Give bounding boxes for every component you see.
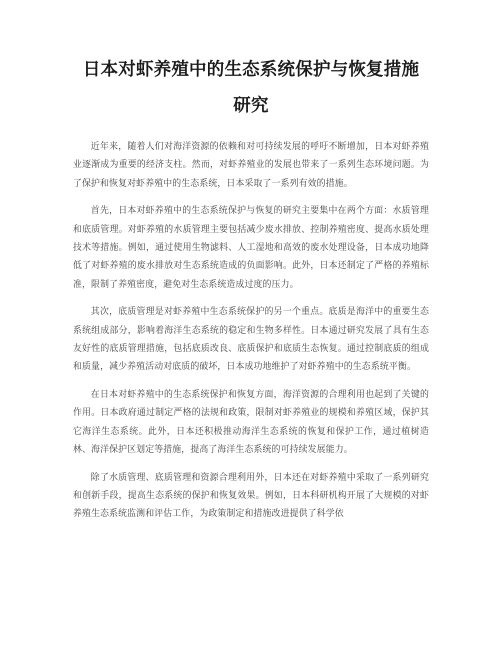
- paragraph-sediment: 其次，底质管理是对虾养殖中生态系统保护的另一个重点。底质是海洋中的重要生态系统组成部分，影响着海洋生态系统的稳定和生物多样性。日本通过研究发展了具有生态友好性的底质管理措施，包括底质改良、底质保护和底质生态恢复。通过控制底质的组成和质量，减少养殖活动对底质的破坏，日本成功地维护了对虾养殖中的生态系统平衡。: [73, 307, 429, 373]
- title-line-1: 日本对虾养殖中的生态系统保护与恢复措施: [82, 60, 420, 80]
- title-line-2: 研究: [233, 96, 269, 116]
- document-title: [73, 52, 429, 124]
- document-body: [73, 138, 429, 524]
- paragraph-research: 除了水质管理、底质管理和资源合理利用外，日本还在对虾养殖中采取了一系列研究和创新手段，提高生态系统的保护和恢复效果。例如，日本科研机构开展了大规模的对虾养殖生态系统监测和评估工作，为政策制定和措施改进提供了科学依: [73, 472, 429, 520]
- paragraph-water-quality: 首先，日本对虾养殖中的生态系统保护与恢复的研究主要集中在两个方面：水质管理和底质管理。对虾养殖的水质管理主要包括减少废水排放、控制养殖密度、提高水质处理技术等措施。例如，通过使用生物滤料、人工湿地和高效的废水处理设备，日本成功地降低了对虾养殖的废水排放对生态系统造成的负面影响。此外，日本还制定了严格的养殖标准，限制了养殖密度，避免对生态系统造成过度的压力。: [73, 206, 429, 290]
- paragraph-intro: 近年来，随着人们对海洋资源的依赖和对可持续发展的呼吁不断增加，日本对虾养殖业逐渐成为重要的经济支柱。然而，对虾养殖业的发展也带来了一系列生态环境问题。为了保护和恢复对虾养殖中的生态系统，日本采取了一系列有效的措施。: [73, 142, 429, 189]
- paragraph-resources: 在日本对虾养殖中的生态系统保护和恢复方面，海洋资源的合理利用也起到了关键的作用。日本政府通过制定严格的法规和政策，限制对虾养殖业的规模和养殖区域，保护其它海洋生态系统。此外，日本还积极推动海洋生态系统的恢复和保护工作，通过植树造林、海洋保护区划定等措施，提高了海洋生态系统的可持续发展能力。: [73, 389, 429, 456]
